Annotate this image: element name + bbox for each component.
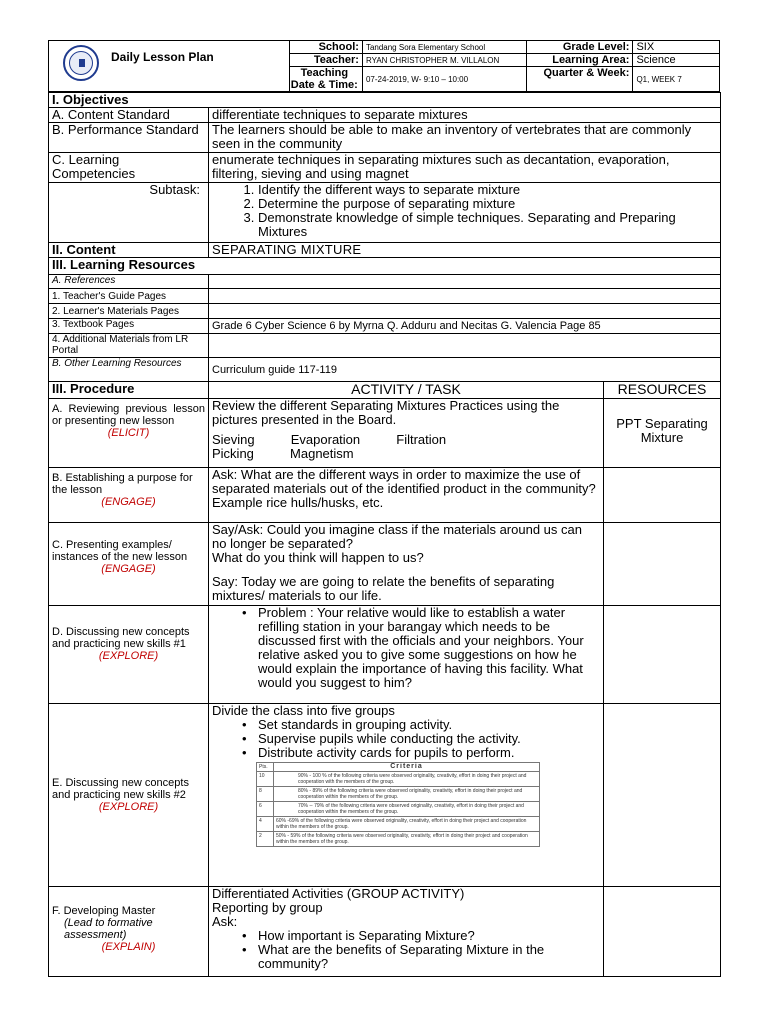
school-value: Tandang Sora Elementary School	[362, 41, 526, 54]
procedure-f-label: F. Developing Master	[52, 905, 156, 917]
procedure-d-activity	[209, 606, 604, 704]
procedure-d-text: • Problem : Your relative would like to establish a water refilling station in your barangay which needs to be discussed first with the officials and your neighbors. Your relative asked you to give some suggestions on how he would explain the importance of having this facility. What would you suggest to him?	[258, 606, 600, 690]
date-label: Teaching Date & Time:	[289, 67, 362, 92]
criteria-table	[256, 762, 540, 847]
teacher-label: Teacher:	[289, 54, 362, 67]
procedure-e-intro: Divide the class into five groups	[212, 703, 395, 718]
grade-value: SIX	[633, 41, 720, 54]
grade-label: Grade Level:	[527, 41, 633, 54]
criteria-pts: 6	[257, 802, 274, 817]
quarter-value: Q1, WEEK 7	[633, 67, 720, 92]
lesson-plan-table	[48, 92, 721, 977]
procedure-e-label: E. Discussing new concepts and practicing new skills #2	[52, 777, 189, 801]
procedure-c-label-cell	[49, 523, 209, 606]
references-label: A. References	[49, 275, 209, 289]
subtask-item: 2. Determine the purpose of separating mixture	[258, 197, 717, 211]
other-resources-label: B. Other Learning Resources	[49, 358, 209, 382]
textbook-label: 3. Textbook Pages	[49, 319, 209, 334]
document-title: Daily Lesson Plan	[111, 50, 214, 64]
procedure-a-resource: PPT Separating Mixture	[604, 399, 721, 468]
procedure-f-sublabel: (Lead to formative assessment)	[64, 917, 153, 941]
quarter-label: Quarter & Week:	[527, 67, 633, 80]
area-label: Learning Area:	[527, 54, 633, 67]
other-resources-value: Curriculum guide 117-119	[209, 358, 721, 382]
procedure-e-item: • Supervise pupils while conducting the activity.	[258, 732, 600, 746]
procedure-f-text-2: Reporting by group	[212, 900, 323, 915]
procedure-e-item: • Set standards in grouping activity.	[258, 718, 600, 732]
learning-competencies-value: enumerate techniques in separating mixtures such as decantation, evaporation, filtering, sieving and using magnet	[209, 153, 721, 183]
criteria-text: 80% - 89% of the following criteria were observed originality, creativity, effort in doing their project and cooperation within the members of the group.	[274, 787, 540, 802]
area-value: Science	[633, 54, 720, 67]
learning-competencies-label: C. Learning Competencies	[49, 153, 209, 183]
criteria-text: 90% - 100 % of the following criteria were observed originality, creativity, effort in doing their project and cooperation with the members of the group.	[274, 772, 540, 787]
procedure-a-activity	[209, 399, 604, 468]
teacher-value: RYAN CHRISTOPHER M. VILLALON	[362, 54, 526, 67]
date-value: 07-24-2019, W- 9:10 – 10:00	[362, 67, 526, 92]
subtask-item: 3. Demonstrate knowledge of simple techniques. Separating and Preparing Mixtures	[258, 211, 717, 239]
subtask-list	[209, 183, 721, 243]
procedure-heading: III. Procedure	[49, 382, 209, 399]
procedure-e-activity	[209, 704, 604, 887]
criteria-pts-header: Pts.	[257, 763, 274, 772]
procedure-c-text-1: Say/Ask: Could you imagine class if the materials around us can no longer be separated?	[212, 522, 582, 551]
procedure-a-text: Review the different Separating Mixtures Practices using the pictures presented in the Board.	[212, 398, 560, 427]
procedure-b-label-cell	[49, 468, 209, 523]
procedure-e-item: • Distribute activity cards for pupils to perform.	[258, 746, 600, 760]
procedure-a-words-1: Sieving Evaporation Filtration	[212, 432, 447, 447]
procedure-c-tag: (ENGAGE)	[101, 563, 156, 575]
procedure-f-tag: (EXPLAIN)	[101, 941, 156, 953]
procedure-d-tag: (EXPLORE)	[98, 650, 159, 662]
procedure-f-text-1: Differentiated Activities (GROUP ACTIVITY)	[212, 886, 465, 901]
additional-materials-label: 4. Additional Materials from LR Portal	[49, 334, 209, 358]
procedure-f-item: • What are the benefits of Separating Mixture in the community?	[258, 943, 600, 971]
performance-standard-value: The learners should be able to make an inventory of vertebrates that are commonly seen in the community	[209, 123, 721, 153]
criteria-pts: 2	[257, 832, 274, 847]
criteria-text: 70% -- 79% of the following criteria were observed originality, creativity, effort in doing their project and cooperation within the members of the group.	[274, 802, 540, 817]
header-table	[48, 40, 720, 92]
objectives-heading: I. Objectives	[49, 93, 721, 108]
procedure-b-label: B. Establishing a purpose for the lesson	[52, 472, 193, 496]
criteria-header: Criteria	[274, 763, 540, 772]
textbook-value: Grade 6 Cyber Science 6 by Myrna Q. Adduru and Necitas G. Valencia Page 85	[209, 319, 721, 334]
procedure-d-label-cell	[49, 606, 209, 704]
resources-heading: RESOURCES	[604, 382, 721, 399]
teachers-guide-label: 1. Teacher's Guide Pages	[49, 289, 209, 304]
content-value: SEPARATING MIXTURE	[209, 243, 721, 258]
content-standard-value: differentiate techniques to separate mixtures	[209, 108, 721, 123]
criteria-pts: 10	[257, 772, 274, 787]
criteria-text: 60% -69% of the following criteria were observed originality, creativity, effort in doing their project and cooperation within the members of the group.	[274, 817, 540, 832]
learning-resources-heading: III. Learning Resources	[49, 258, 721, 275]
procedure-f-activity	[209, 887, 604, 977]
criteria-text: 50% - 59% of the following criteria were observed originality, creativity, effort in doing their project and cooperation within the members of the group.	[274, 832, 540, 847]
criteria-pts: 4	[257, 817, 274, 832]
procedure-b-text: Ask: What are the different ways in order to maximize the use of separated materials out of the identified product in the community? Example rice hulls/husks, etc.	[209, 468, 604, 523]
performance-standard-label: B. Performance Standard	[49, 123, 209, 153]
school-label: School:	[289, 41, 362, 54]
deped-seal-icon	[63, 45, 99, 81]
activity-task-heading: ACTIVITY / TASK	[209, 382, 604, 399]
procedure-f-label-cell	[49, 887, 209, 977]
procedure-a-tag: (ELICIT)	[107, 427, 150, 439]
criteria-pts: 8	[257, 787, 274, 802]
procedure-a-label: A. Reviewing previous lesson or presenting new lesson	[52, 403, 205, 427]
procedure-e-tag: (EXPLORE)	[98, 801, 159, 813]
procedure-c-text-2: What do you think will happen to us?	[212, 550, 424, 565]
learners-materials-label: 2. Learner's Materials Pages	[49, 304, 209, 319]
procedure-f-text-3: Ask:	[212, 914, 238, 929]
procedure-c-activity	[209, 523, 604, 606]
content-standard-label: A. Content Standard	[49, 108, 209, 123]
header-logo-cell	[49, 41, 290, 92]
procedure-c-label: C. Presenting examples/ instances of the new lesson	[52, 539, 188, 563]
procedure-f-item: • How important is Separating Mixture?	[258, 929, 600, 943]
procedure-b-tag: (ENGAGE)	[101, 496, 156, 508]
procedure-e-label-cell	[49, 704, 209, 887]
subtask-label: Subtask:	[49, 183, 209, 243]
procedure-a-words-2: Picking Magnetism	[212, 446, 354, 461]
subtask-item: 1. Identify the different ways to separate mixture	[258, 183, 717, 197]
procedure-a-label-cell	[49, 399, 209, 468]
procedure-c-text-3: Say: Today we are going to relate the benefits of separating mixtures/ materials to our life.	[212, 574, 555, 603]
procedure-d-label: D. Discussing new concepts and practicing new skills #1	[52, 626, 190, 650]
content-heading: II. Content	[49, 243, 209, 258]
